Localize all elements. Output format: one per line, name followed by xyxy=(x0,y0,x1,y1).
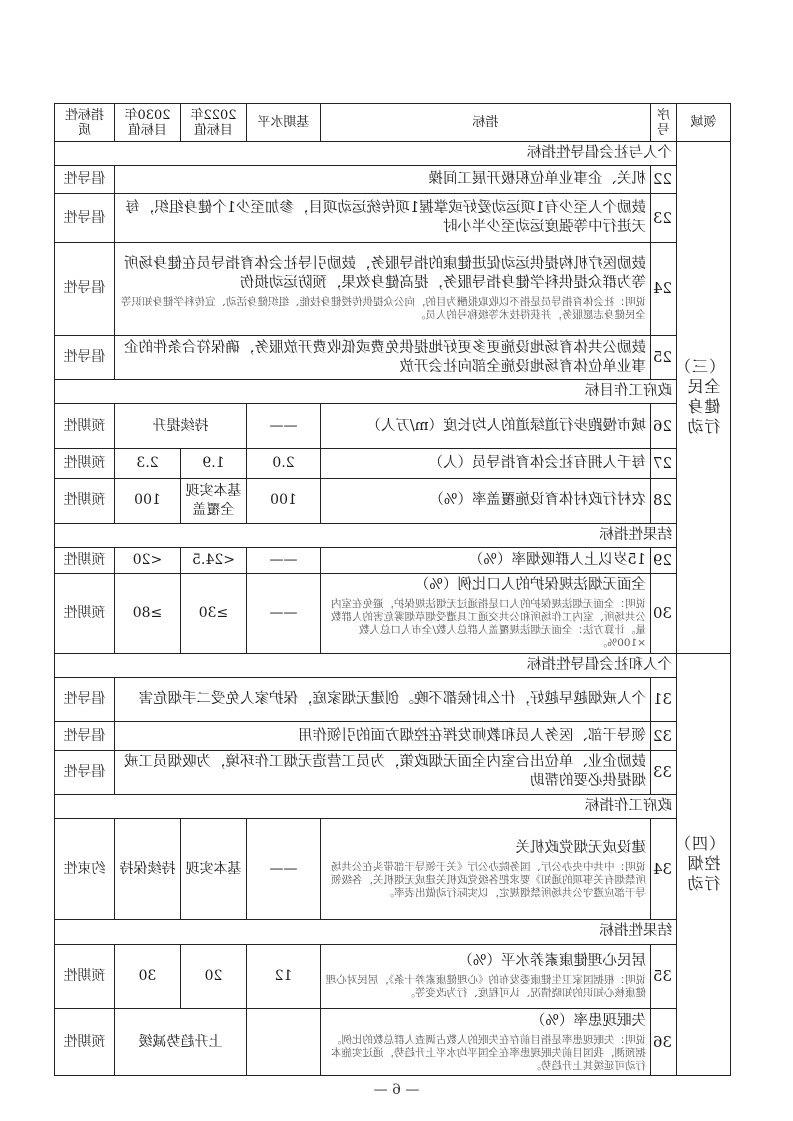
domain-fitness: （三）全民健身行动 xyxy=(677,142,731,654)
baseline-value: 12 xyxy=(247,944,321,1009)
section-header: 个人和社会倡导性指标 xyxy=(55,653,677,677)
indicator-note: 说明：社会体育指导员是指不以收取报酬为目的，向公众提供传授健身技能、组织健身活动、宣传科学健身知识等全民健身志愿服务，并获得技术等级称号的人员。 xyxy=(121,296,646,322)
table-row xyxy=(55,1009,731,1076)
table-row xyxy=(55,242,731,335)
indicator-text: 每千人拥有社会体育指导员（人） xyxy=(321,448,651,478)
domain-tobacco: （四）控烟行动 xyxy=(677,653,731,1075)
indicator-text: 15岁以上人群吸烟率（%） xyxy=(321,547,651,573)
row-number: 23 xyxy=(651,194,677,242)
table-row xyxy=(55,335,731,379)
indicator-text: 机关、企事业单位积极开展工间操 xyxy=(115,166,651,194)
target-2022-value: 20 xyxy=(181,944,247,1009)
table-row xyxy=(55,479,731,523)
table-row xyxy=(55,547,731,573)
row-number: 28 xyxy=(651,479,677,523)
header-indicator: 指标 xyxy=(321,104,651,142)
indicator-text: 全面无烟法规保护的人口比例（%） xyxy=(414,577,646,594)
target-2030-value: 100 xyxy=(115,479,181,523)
indicator-nature: 预期性 xyxy=(55,574,115,654)
header-row xyxy=(55,104,731,142)
indicator-text: 鼓励医疗机构提供运动促进健康的指导服务，鼓励引导社会体育指导员在健身场所等为群众提供科学健身指导服务，提高健身效果，预防运动损伤 xyxy=(124,256,646,292)
table-row xyxy=(55,574,731,654)
target-value: 上升趋势减缓 xyxy=(115,1009,247,1076)
row-number: 33 xyxy=(651,750,677,794)
indicator-cell xyxy=(321,1009,651,1076)
baseline-value xyxy=(247,1009,321,1076)
indicator-nature: 约束性 xyxy=(55,819,115,920)
indicator-cell xyxy=(115,242,651,335)
indicator-text: 个人戒烟越早越好，什么时候都不晚。创建无烟家庭，保护家人免受二手烟危害 xyxy=(115,678,651,722)
section-header: 结果性指标 xyxy=(55,920,677,944)
row-number: 32 xyxy=(651,722,677,750)
indicator-cell xyxy=(321,944,651,1009)
table-row xyxy=(55,944,731,1009)
indicator-text: 鼓励个人至少有1项运动爱好或掌握1项传统运动项目，参加至少1个健身组织，每天进行中等强度运动至少半小时 xyxy=(115,194,651,242)
section-header: 政府工作指标 xyxy=(55,795,677,819)
table-row xyxy=(55,404,731,448)
page-number: — 6 — xyxy=(373,1082,420,1098)
baseline-value: —— xyxy=(247,547,321,573)
indicator-text: 鼓励企业、单位出台室内全面无烟政策，为员工营造无烟工作环境，为吸烟员工戒烟提供必要的帮助 xyxy=(115,750,651,794)
indicator-text: 城市慢跑步行道绿道的人均长度（m/万人） xyxy=(321,404,651,448)
row-number: 24 xyxy=(651,242,677,335)
target-2030-value: <20 xyxy=(115,547,181,573)
indicator-nature: 倡导性 xyxy=(55,722,115,750)
indicator-nature: 倡导性 xyxy=(55,750,115,794)
indicator-text: 建设成无烟党政机关 xyxy=(515,839,646,856)
header-target-2022: 2022年目标值 xyxy=(181,104,247,142)
table-row xyxy=(55,750,731,794)
indicator-nature: 预期性 xyxy=(55,448,115,478)
indicator-nature: 倡导性 xyxy=(55,166,115,194)
target-2022-value: 1.9 xyxy=(181,448,247,478)
target-2030-value: ≥80 xyxy=(115,574,181,654)
indicator-nature: 倡导性 xyxy=(55,194,115,242)
section-header: 个人与社会倡导性指标 xyxy=(55,142,677,166)
baseline-value: —— xyxy=(247,404,321,448)
row-number: 25 xyxy=(651,335,677,379)
table-row xyxy=(55,678,731,722)
indicator-text: 领导干部、医务人员和教师发挥在控烟方面的引领作用 xyxy=(115,722,651,750)
indicator-note: 说明：全面无烟法规保护的人口是指通过无烟法规保护，避免在室内公共场所、室内工作场所和公共交通工具遭受烟草烟雾危害的人群数量。计算方法：全面无烟法规覆盖人群总人数/全市人口总人数×100%。 xyxy=(331,598,646,650)
row-number: 29 xyxy=(651,547,677,573)
indicator-nature: 预期性 xyxy=(55,404,115,448)
row-number: 27 xyxy=(651,448,677,478)
indicator-nature: 预期性 xyxy=(55,547,115,573)
header-nature: 指标性质 xyxy=(55,104,115,142)
section-header: 政府工作目标 xyxy=(55,380,677,404)
table-row xyxy=(55,448,731,478)
indicator-text: 农村行政村体育设施覆盖率（%） xyxy=(321,479,651,523)
indicator-text: 失眠现患率（%） xyxy=(530,1012,646,1029)
target-value: 持续提升 xyxy=(115,404,247,448)
indicator-note: 说明：根据国家卫生健康委发布的《心理健康素养十条》，居民对心理健康核心知识的知晓情况、认可程度、行为改变等。 xyxy=(325,974,646,1000)
indicator-nature: 预期性 xyxy=(55,479,115,523)
header-number: 序号 xyxy=(651,104,677,142)
baseline-value: 100 xyxy=(247,479,321,523)
row-number: 31 xyxy=(651,678,677,722)
indicator-nature: 倡导性 xyxy=(55,335,115,379)
baseline-value: 2.0 xyxy=(247,448,321,478)
target-2022-value: 基本实现全覆盖 xyxy=(181,479,247,523)
target-2022-value: 基本实现 xyxy=(181,819,247,920)
indicator-text: 鼓励公共体育场地设施更多更好地提供免费或低收费开放服务，确保符合条件的企事业单位体育场地设施全部向社会开放 xyxy=(115,335,651,379)
row-number: 34 xyxy=(651,819,677,920)
target-2030-value: 持续保持 xyxy=(115,819,181,920)
row-number: 35 xyxy=(651,944,677,1009)
header-target-2030: 2030年目标值 xyxy=(115,104,181,142)
indicator-note: 说明：中共中央办公厅、国务院办公厅《关于领导干部带头在公共场所禁烟有关事项的通知》要求把各级党政机关建成无烟机关，各级领导干部应遵守公共场所禁烟规定，以实际行动做出表率。 xyxy=(331,860,646,899)
indicator-nature: 倡导性 xyxy=(55,242,115,335)
indicator-nature: 预期性 xyxy=(55,944,115,1009)
row-number: 22 xyxy=(651,166,677,194)
header-baseline: 基期水平 xyxy=(247,104,321,142)
indicator-nature: 预期性 xyxy=(55,1009,115,1076)
target-2022-value: ≥30 xyxy=(181,574,247,654)
baseline-value: —— xyxy=(247,819,321,920)
indicator-text: 居民心理健康素养水平（%） xyxy=(458,953,646,970)
indicator-nature: 倡导性 xyxy=(55,678,115,722)
table-row xyxy=(55,194,731,242)
table-row xyxy=(55,166,731,194)
target-2030-value: 30 xyxy=(115,944,181,1009)
indicator-cell xyxy=(321,574,651,654)
table-row xyxy=(55,819,731,920)
target-2030-value: 2.3 xyxy=(115,448,181,478)
target-2022-value: <24.5 xyxy=(181,547,247,573)
header-domain: 领域 xyxy=(677,104,731,142)
row-number: 30 xyxy=(651,574,677,654)
row-number: 36 xyxy=(651,1009,677,1076)
table-row xyxy=(55,722,731,750)
indicator-note: 说明：失眠现患率是指目前存在失眠的人数占调查人群总数的比例。据预测，我国目前失眠现患率在全国平均水平上升趋势，通过实施本行动可延缓其上升趋势。 xyxy=(331,1033,646,1072)
row-number: 26 xyxy=(651,404,677,448)
indicator-table xyxy=(54,103,731,1076)
baseline-value: —— xyxy=(247,574,321,654)
section-header: 结果性指标 xyxy=(55,523,677,547)
indicator-cell xyxy=(321,819,651,920)
